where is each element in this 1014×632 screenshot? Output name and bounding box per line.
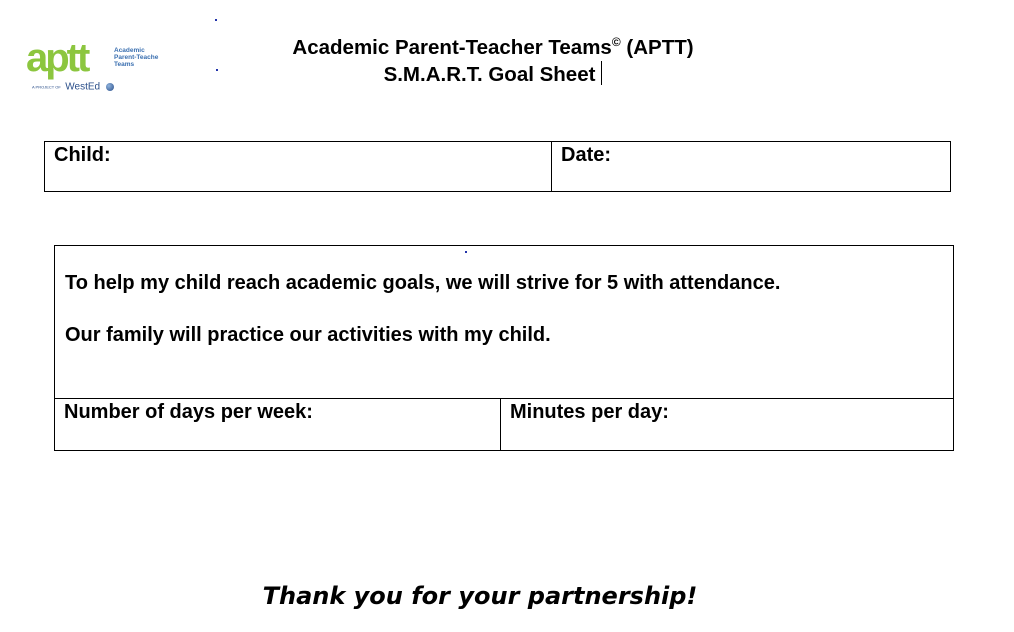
stray-dot: [215, 19, 217, 21]
page-title-text: Academic Parent-Teacher Teams: [292, 36, 612, 59]
logo-byline-prefix: A PROJECT OF: [32, 84, 61, 90]
logo-wordmark: [114, 47, 158, 68]
goal-table: [54, 245, 954, 451]
minutes-per-day-label: Minutes per day:: [510, 401, 669, 423]
goal-frequency-row: [55, 399, 953, 450]
page-subtitle: [230, 61, 756, 88]
page-title-suffix: (APTT): [620, 36, 694, 59]
goal-statement: [55, 246, 953, 399]
logo-byline-brand: WestEd: [65, 81, 101, 93]
child-field[interactable]: [45, 142, 552, 191]
logo-line-1: Academic: [114, 47, 145, 54]
days-per-week-label: Number of days per week:: [64, 401, 313, 423]
goal-line-practice: Our family will practice our activities with my child.: [65, 324, 551, 346]
child-label: Child:: [54, 144, 111, 166]
globe-icon: [106, 83, 114, 91]
logo-byline: [32, 78, 114, 96]
copyright-mark: ©: [611, 35, 621, 50]
thank-you-message: Thank you for your partnership!: [262, 582, 698, 610]
logo-line-2: Parent-Teache: [114, 54, 159, 61]
logo-line-3: Teams: [114, 61, 135, 68]
stray-dot: [216, 69, 218, 71]
page-title: [230, 34, 756, 61]
goal-line-attendance: To help my child reach academic goals, we will strive for 5 with attendance.: [65, 272, 781, 294]
child-date-table: [44, 141, 951, 192]
aptt-logo-mark: [26, 40, 116, 80]
page-subtitle-text: S.M.A.R.T. Goal Sheet: [383, 63, 596, 86]
logo-mark-text: aptt: [26, 40, 88, 80]
date-field[interactable]: [552, 142, 950, 191]
stray-dot: [465, 251, 467, 253]
aptt-logo: [26, 40, 176, 93]
page-header: [230, 34, 756, 88]
minutes-per-day-field[interactable]: [501, 399, 953, 450]
days-per-week-field[interactable]: [55, 399, 501, 450]
date-label: Date:: [561, 144, 612, 166]
text-cursor: [601, 61, 602, 85]
